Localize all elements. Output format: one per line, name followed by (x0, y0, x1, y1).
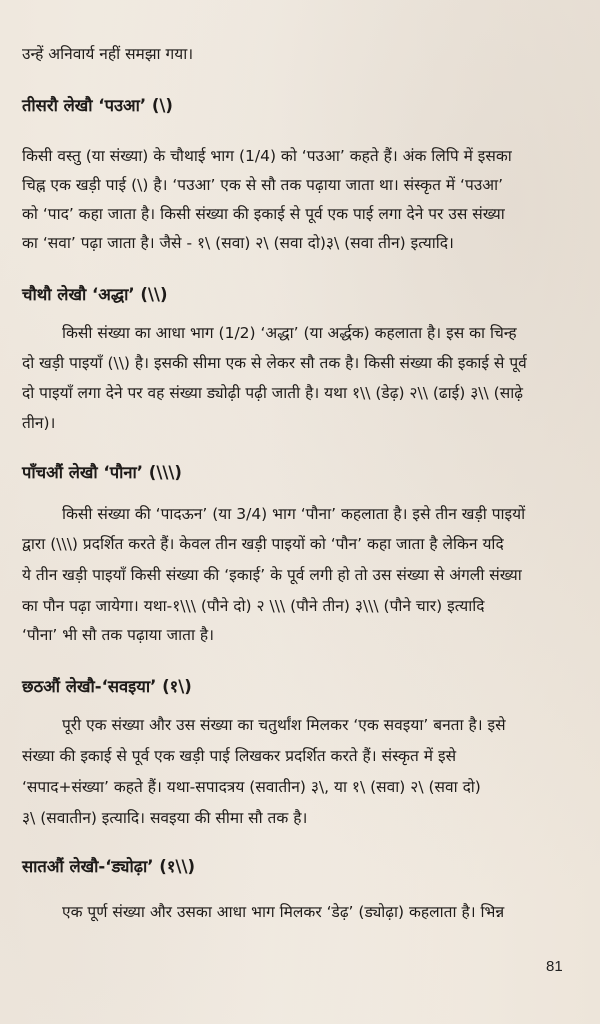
text-line: एक पूर्ण संख्या और उसका आधा भाग मिलकर ‘डेढ़’ (ड्योढ़ा) कहलाता है। भिन्न (62, 903, 505, 921)
text-line: तीन)। (22, 414, 56, 432)
section-heading-pauna: पाँचऔं लेखौ ‘पौना’ (\\\) (22, 463, 182, 482)
text-line: को ‘पाद’ कहा जाता है। किसी संख्या की इकाई से पूर्व एक पाई लगा देने पर उस संख्या (22, 205, 505, 223)
section-heading-dyodha: सातऔं लेखौ-‘ड्योढ़ा’ (१\\) (22, 857, 196, 876)
text-line: संख्या की इकाई से पूर्व एक खड़ी पाई लिखकर प्रदर्शित करते हैं। संस्कृत में इसे (22, 747, 457, 765)
section-heading-pauaa: तीसरौ लेखौ ‘पउआ’ (\) (22, 96, 173, 115)
text-line: ‘सपाद+संख्या’ कहते हैं। यथा-सपादत्रय (सवातीन) ३\, या १\ (सवा) २\ (सवा दो) (22, 778, 481, 796)
text-line: किसी संख्या की ‘पादऊन’ (या 3/4) भाग ‘पौना’ कहलाता है। इसे तीन खड़ी पाइयों (62, 505, 526, 523)
text-line: द्वारा (\\\) प्रदर्शित करते हैं। केवल तीन खड़ी पाइयों को ‘पौन’ कहा जाता है लेकिन यदि (22, 535, 504, 553)
section-heading-savaiya: छठऔं लेखौ-‘सवइया’ (१\) (22, 677, 192, 696)
text-line: दो खड़ी पाइयाँ (\\) है। इसकी सीमा एक से लेकर सौ तक है। किसी संख्या की इकाई से पूर्व (22, 354, 527, 372)
text-line: किसी संख्या का आधा भाग (1/2) ‘अद्धा’ (या अर्द्धक) कहलाता है। इस का चिन्ह (62, 324, 517, 342)
page-number: 81 (546, 958, 563, 975)
text-line: का पौन पढ़ा जायेगा। यथा-१\\\ (पौने दो) २ \\\ (पौने तीन) ३\\\ (पौने चार) इत्यादि (22, 597, 485, 615)
text-line: चिह्न एक खड़ी पाई (\) है। ‘पउआ’ एक से सौ तक पढ़ाया जाता था। संस्कृत में ‘पउआ’ (22, 176, 504, 194)
text-line: दो पाइयाँ लगा देने पर वह संख्या ड्योढ़ी पढ़ी जाती है। यथा १\\ (डेढ़) २\\ (ढाई) ३\\ (साढ़े (22, 384, 523, 402)
text-line: उन्हें अनिवार्य नहीं समझा गया। (22, 45, 194, 63)
text-line: किसी वस्तु (या संख्या) के चौथाई भाग (1/4) को ‘पउआ’ कहते हैं। अंक लिपि में इसका (22, 147, 512, 165)
text-line: पूरी एक संख्या और उस संख्या का चतुर्थांश मिलकर ‘एक सवइया’ बनता है। इसे (62, 716, 506, 734)
text-line: ‘पौना’ भी सौ तक पढ़ाया जाता है। (22, 626, 215, 644)
text-line: ३\ (सवातीन) इत्यादि। सवइया की सीमा सौ तक है। (22, 809, 308, 827)
section-heading-addha: चौथौ लेखौ ‘अद्धा’ (\\) (22, 285, 168, 304)
text-line: ये तीन खड़ी पाइयाँ किसी संख्या की ‘इकाई’ के पूर्व लगी हो तो उस संख्या से अंगली संख्या (22, 566, 522, 584)
text-line: का ‘सवा’ पढ़ा जाता है। जैसे - १\ (सवा) २\ (सवा दो)३\ (सवा तीन) इत्यादि। (22, 234, 454, 252)
